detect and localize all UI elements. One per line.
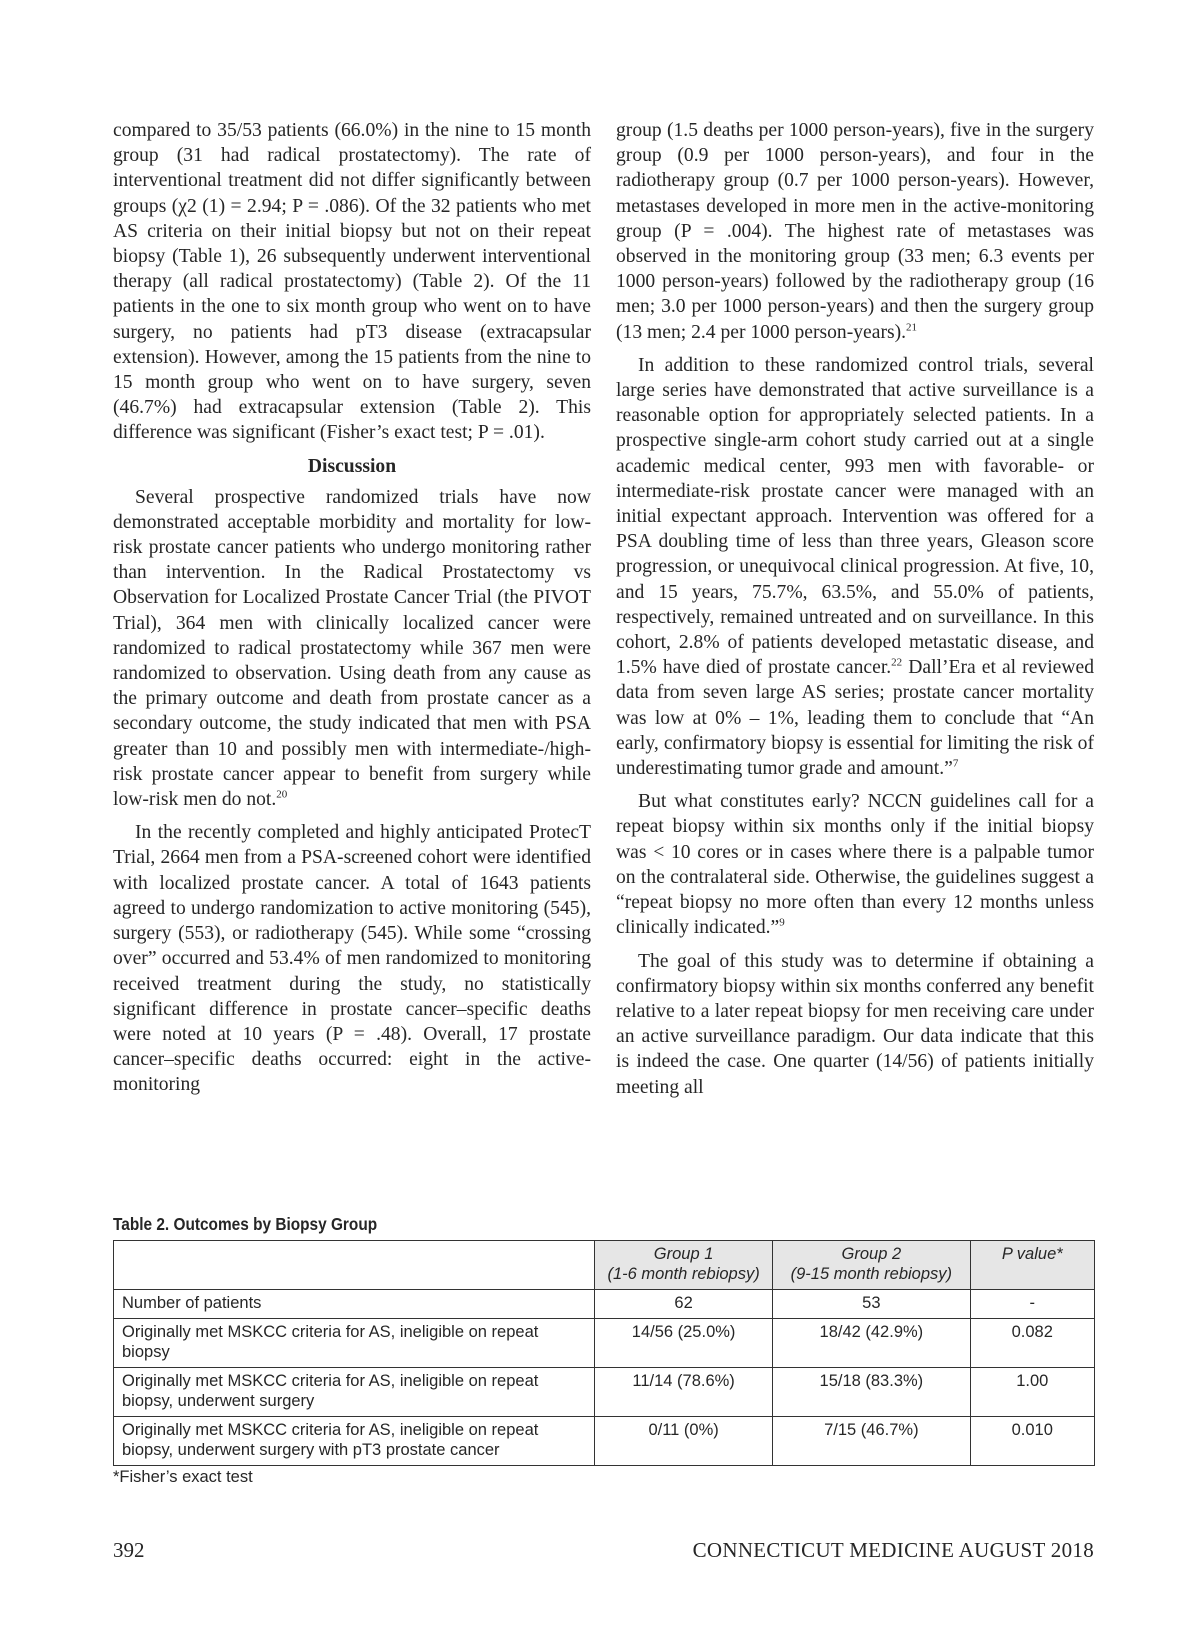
header-group-1 bbox=[595, 1241, 773, 1290]
table-header-row bbox=[114, 1241, 1095, 1290]
discussion-paragraph-3-text-b: Dall’Era et al reviewed data from seven large AS series; prostate cancer mortality was low at 0% – 1%, leading them to conclude that “An early, confirmatory biopsy is essential for limiting the risk of underestimating tumor grade and amount.” bbox=[616, 657, 1094, 780]
row-label: Originally met MSKCC criteria for AS, ineligible on repeat biopsy, underwent surgery bbox=[114, 1368, 595, 1417]
discussion-paragraph-1 bbox=[113, 485, 591, 813]
group-1-value: 0/11 (0%) bbox=[595, 1417, 773, 1466]
group-1-value: 11/14 (78.6%) bbox=[595, 1368, 773, 1417]
p-value: - bbox=[970, 1290, 1094, 1319]
outcomes-table bbox=[113, 1240, 1095, 1466]
discussion-paragraph-4 bbox=[616, 789, 1094, 940]
header-group-2-range: (9-15 month rebiopsy) bbox=[790, 1265, 953, 1283]
reference-superscript: 21 bbox=[906, 321, 918, 334]
table-row bbox=[114, 1417, 1095, 1466]
group-2-value: 53 bbox=[773, 1290, 970, 1319]
row-label: Originally met MSKCC criteria for AS, ineligible on repeat biopsy bbox=[114, 1319, 595, 1368]
reference-superscript: 7 bbox=[952, 757, 959, 770]
p-value: 1.00 bbox=[970, 1368, 1094, 1417]
row-label: Number of patients bbox=[114, 1290, 595, 1319]
left-column bbox=[113, 118, 591, 1106]
header-group-1-range: (1-6 month rebiopsy) bbox=[607, 1265, 760, 1283]
table-row bbox=[114, 1290, 1095, 1319]
discussion-paragraph-1-text: Several prospective randomized trials have now demonstrated acceptable morbidity and mortality for low-risk prostate cancer patients who undergo monitoring rather than intervention. In the Radical Prostatectomy vs Observation for Localized Prostate Cancer Trial (the PIVOT Trial), 364 men with clinically localized cancer were randomized to radical prostatectomy while 367 men were randomized to observation. Using death from any cause as the primary outcome and death from prostate cancer as a secondary outcome, the study indicated that men with PSA greater than 10 and possibly men with intermediate-/high-risk prostate cancer appear to benefit from surgery while low-risk men do not. bbox=[113, 486, 591, 811]
p-value: 0.082 bbox=[970, 1319, 1094, 1368]
header-cell-empty bbox=[114, 1241, 595, 1290]
group-2-value: 18/42 (42.9%) bbox=[773, 1319, 970, 1368]
header-group-2-name: Group 2 bbox=[841, 1245, 902, 1263]
discussion-paragraph-2-cont bbox=[616, 118, 1094, 345]
p-value: 0.010 bbox=[970, 1417, 1094, 1466]
results-paragraph-end: compared to 35/53 patients (66.0%) in the nine to 15 month group (31 had radical prostatectomy). The rate of interventional treatment did not differ significantly between groups (χ2 (1) = 2.94; P = .086). Of the 32 patients who met AS criteria on their initial biopsy but not on their repeat biopsy (Table 1), 26 subsequently underwent interventional therapy (all radical prostatectomy) (Table 2). Of the 11 patients in the one to six month group who went on to have surgery, no patients had pT3 disease (extracapsular extension). However, among the 15 patients from the nine to 15 month group who went on to have surgery, seven (46.7%) had extracapsular extension (Table 2). This difference was significant (Fisher’s exact test; P = .01). bbox=[113, 120, 591, 444]
right-column bbox=[616, 118, 1094, 1108]
discussion-paragraph-2: In the recently completed and highly anticipated ProtecT Trial, 2664 men from a PSA-screened cohort were identified with localized prostate cancer. A total of 1643 patients agreed to undergo randomization to active monitoring (545), surgery (553), or radiotherapy (545). While some “crossing over” occurred and 53.4% of men randomized to monitoring received treatment during the study, no statistically significant difference in prostate cancer–specific deaths were noted at 10 years (P = .48). Overall, 17 prostate cancer–specific deaths occurred: eight in the active-monitoring bbox=[113, 822, 591, 1096]
discussion-heading: Discussion bbox=[307, 455, 397, 477]
group-2-value: 7/15 (46.7%) bbox=[773, 1417, 970, 1466]
table-row bbox=[114, 1319, 1095, 1368]
header-p-value: P value* bbox=[970, 1241, 1094, 1290]
reference-superscript: 22 bbox=[891, 656, 903, 669]
discussion-paragraph-4-text: But what constitutes early? NCCN guidelines call for a repeat biopsy within six months only if the initial biopsy was < 10 cores or in cases where there is a palpable tumor on the contralateral side. Otherwise, the guidelines suggest a “repeat biopsy no more often than every 12 months unless clinically indicated.” bbox=[616, 791, 1094, 939]
journal-footer: CONNECTICUT MEDICINE AUGUST 2018 bbox=[692, 1538, 1094, 1562]
discussion-paragraph-3-text-a: In addition to these randomized control trials, several large series have demonstrated that active surveillance is a reasonable option for appropriately selected patients. In a prospective single-arm cohort study carried out at a single academic medical center, 993 men with favorable- or intermediate-risk prostate cancer were managed with an initial expectant approach. Intervention was offered for a PSA doubling time of less than three years, Gleason score progression, or unequivocal clinical progression. At five, 10, and 15 years, 75.7%, 63.5%, and 55.0% of patients, respectively, remained untreated and on surveillance. In this cohort, 2.8% of patients developed metastatic disease, and 1.5% have died of prostate cancer. bbox=[616, 354, 1094, 679]
table-row bbox=[114, 1368, 1095, 1417]
group-1-value: 62 bbox=[595, 1290, 773, 1319]
page-number: 392 bbox=[113, 1538, 145, 1562]
row-label: Originally met MSKCC criteria for AS, ineligible on repeat biopsy, underwent surgery with pT3 prostate cancer bbox=[114, 1417, 595, 1466]
reference-superscript: 9 bbox=[779, 916, 785, 929]
table-footnote: *Fisher’s exact test bbox=[113, 1468, 253, 1486]
header-group-1-name: Group 1 bbox=[653, 1245, 714, 1263]
discussion-paragraph-5: The goal of this study was to determine if obtaining a confirmatory biopsy within six months conferred any benefit relative to a later repeat biopsy for men receiving care under an active surveillance paradigm. Our data indicate that this is indeed the case. One quarter (14/56) of patients initially meeting all bbox=[616, 950, 1094, 1098]
table-title: Table 2. Outcomes by Biopsy Group bbox=[113, 1214, 378, 1234]
discussion-paragraph-2-cont-text: group (1.5 deaths per 1000 person-years), five in the surgery group (0.9 per 1000 person-years), and four in the radiotherapy group (0.7 per 1000 person-years). However, metastases developed in more men in the active-monitoring group (P = .004). The highest rate of metastases was observed in the monitoring group (33 men; 6.3 events per 1000 person-years) followed by the radiotherapy group (16 men; 3.0 per 1000 person-years) and then the surgery group (13 men; 2.4 per 1000 person-years). bbox=[616, 120, 1094, 343]
discussion-paragraph-3 bbox=[616, 353, 1094, 781]
reference-superscript: 20 bbox=[276, 788, 288, 801]
group-2-value: 15/18 (83.3%) bbox=[773, 1368, 970, 1417]
header-group-2 bbox=[773, 1241, 970, 1290]
group-1-value: 14/56 (25.0%) bbox=[595, 1319, 773, 1368]
